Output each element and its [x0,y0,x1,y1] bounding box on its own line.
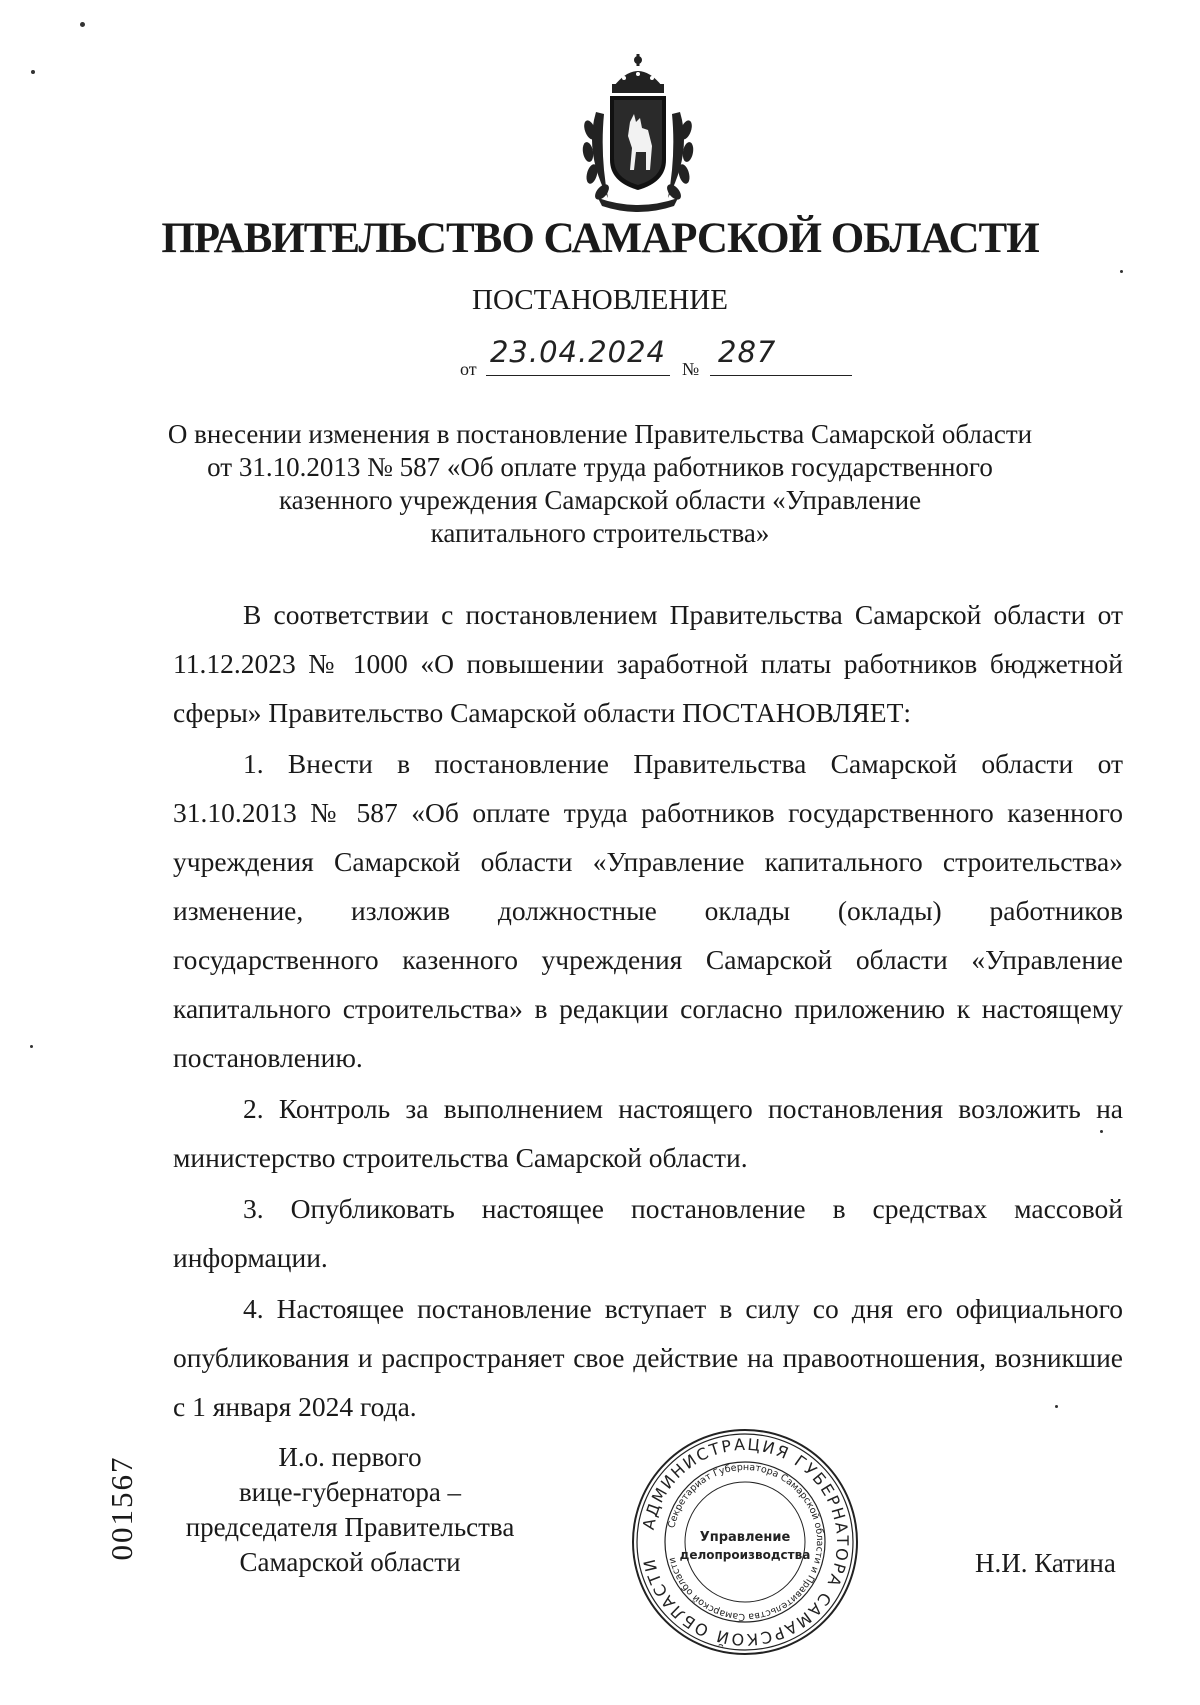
handwritten-date: 23.04.2024 [486,335,670,376]
subject-line: казенного учреждения Самарской области «Управление [278,485,922,515]
government-title: ПРАВИТЕЛЬСТВО САМАРСКОЙ ОБЛАСТИ [161,215,1039,262]
number-prefix: № [682,359,700,379]
stamp-center-line-2: делопроизводства [679,1548,811,1562]
scan-speck [80,22,85,27]
signee-name: Н.И. Катина [975,1548,1116,1578]
signer-position [175,1440,525,1580]
scan-speck [1100,1130,1103,1133]
subject-line: капитального строительства» [430,518,770,548]
body-paragraph-3: 3. Опубликовать настоящее постановление в средствах массовой информации. [173,1193,1123,1273]
subject-line: О внесении изменения в постановление Правительства Самарской области [167,419,1033,449]
signer-position-line: Самарской области [239,1547,461,1577]
stamp-inner-text: Секретариат Губернатора Самарской области и Правительства Самарской области [666,1461,826,1623]
scan-speck [1120,270,1123,273]
scan-speck [30,1045,33,1048]
date-prefix: от [460,359,477,379]
scan-speck [31,70,35,74]
document-type: ПОСТАНОВЛЕНИЕ [472,284,728,316]
body-paragraph-1: 1. Внести в постановление Правительства Самарской области от 31.10.2013 № 587 «Об оплате труда работников государственного казенного учреждения Самарской области «Управление капитального строительства» изменение, изложив должностные оклады (оклады) работников государственного казенного учреждения Самарской области «Управление капитального строительства» в редакции согласно приложению к настоящему постановлению. [173,748,1123,1073]
body-paragraph-2: 2. Контроль за выполнением настоящего постановления возложить на министерство строительства Самарской области. [173,1093,1123,1173]
official-stamp [628,1425,862,1659]
registration-number: 001567 [104,1455,139,1561]
body-paragraph-4: 4. Настоящее постановление вступает в силу со дня его официального опубликования и распространяет свое действие на правоотношения, возникшие с 1 января 2024 года. [173,1293,1123,1422]
stamp-center-line-1: Управление [699,1530,791,1545]
date-number-line [460,335,850,379]
signer-position-line: председателя Правительства [185,1512,515,1542]
document-body [173,590,1123,1431]
stamp-outer-text: АДМИНИСТРАЦИЯ ГУБЕРНАТОРА САМАРСКОЙ ОБЛАСТИ [638,1434,853,1650]
body-paragraph-preamble: В соответствии с постановлением Правительства Самарской области от 11.12.2023 № 1000 «О повышении заработной платы работников бюджетной сферы» Правительство Самарской области ПОСТАНОВЛЯЕТ: [173,599,1123,728]
coat-of-arms-emblem [578,52,698,214]
signer-position-line: вице-губернатора – [238,1477,462,1507]
subject-line: от 31.10.2013 № 587 «Об оплате труда работников государственного [207,452,993,482]
handwritten-number: 287 [710,335,852,376]
signer-position-line: И.о. первого [278,1442,422,1472]
scan-speck [1055,1405,1058,1408]
document-subject [150,418,1050,550]
